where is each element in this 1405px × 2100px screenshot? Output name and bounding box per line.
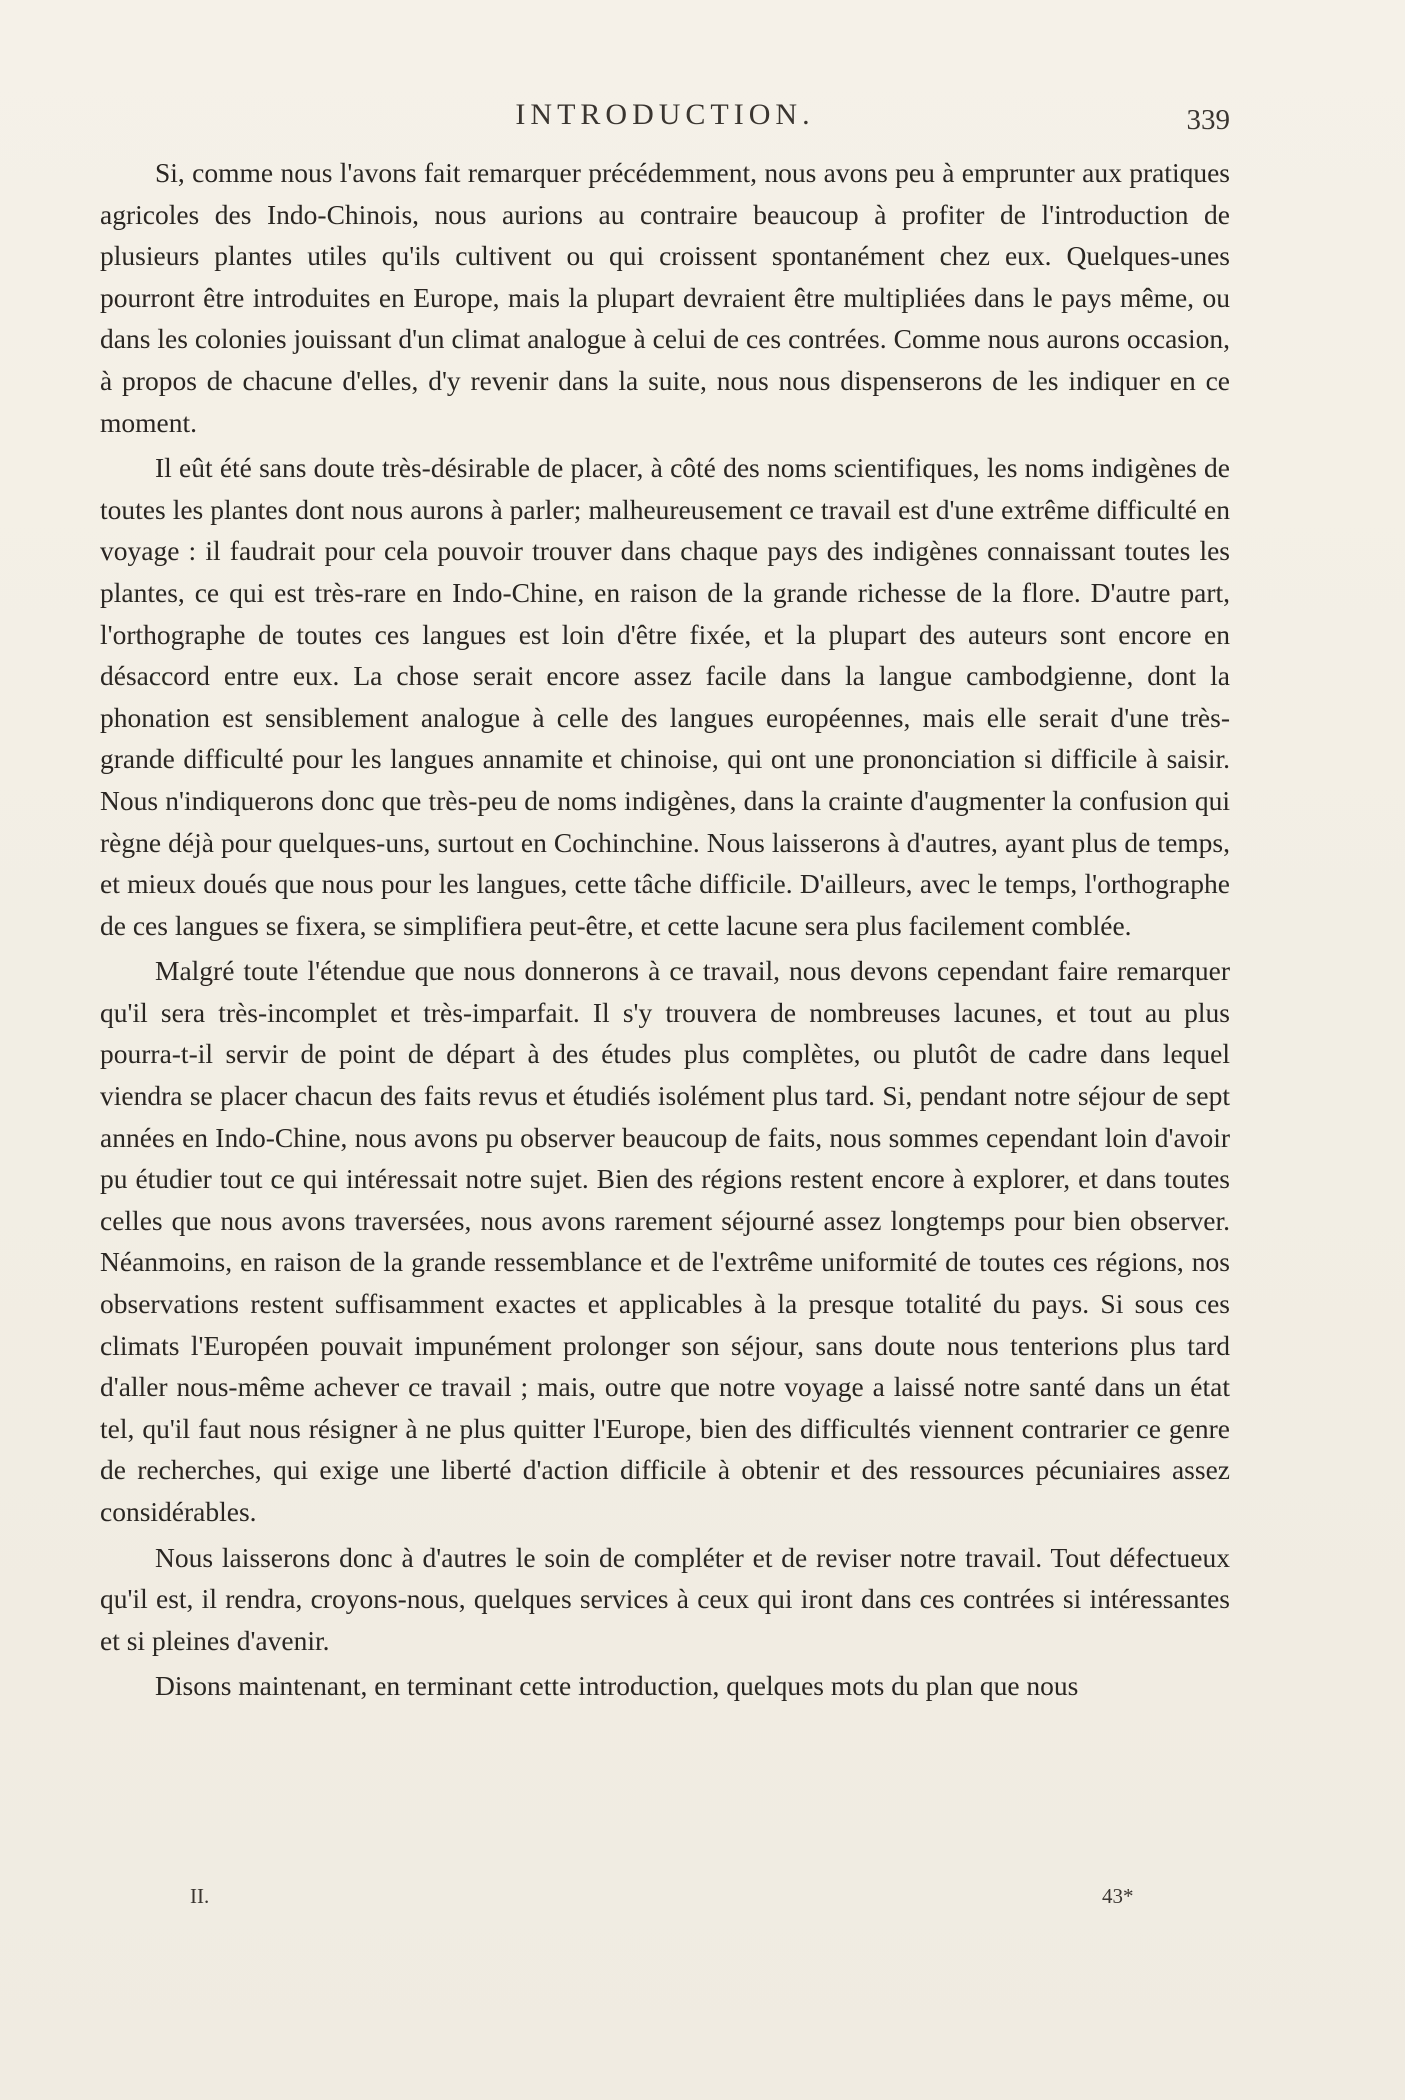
- page-number: 339: [1186, 104, 1230, 136]
- page-footer: [100, 1884, 1230, 1924]
- body-text: [100, 152, 1230, 1711]
- paragraph-3: Malgré toute l'étendue que nous donnerons à ce travail, nous devons cependant faire remarquer qu'il sera très-incomplet et très-imparfait. Il s'y trouvera de nombreuses lacunes, et tout au plus pourra-t-il servir de point de départ à des études plus complètes, ou plutôt de cadre dans lequel viendra se placer chacun des faits revus et étudiés isolément plus tard. Si, pendant notre séjour de sept années en Indo-Chine, nous avons pu observer beaucoup de faits, nous sommes cependant loin d'avoir pu étudier tout ce qui intéressait notre sujet. Bien des régions restent encore à explorer, et dans toutes celles que nous avons traversées, nous avons rarement séjourné assez longtemps pour bien observer. Néanmoins, en raison de la grande ressemblance et de l'extrême uniformité de toutes ces régions, nos observations restent suffisamment exactes et applicables à la presque totalité du pays. Si sous ces climats l'Européen pouvait impunément prolonger son séjour, sans doute nous tenterions plus tard d'aller nous-même achever ce travail ; mais, outre que notre voyage a laissé notre santé dans un état tel, qu'il faut nous résigner à ne plus quitter l'Europe, bien des difficultés viennent contrarier ce genre de recherches, qui exige une liberté d'action difficile à obtenir et des ressources pécuniaires assez considérables.: [100, 955, 1230, 1527]
- paragraph-4: Nous laisserons donc à d'autres le soin de compléter et de reviser notre travail. Tout défectueux qu'il est, il rendra, croyons-nous, quelques services à ceux qui iront dans ces contrées si intéressantes et si pleines d'avenir.: [100, 1541, 1230, 1656]
- page-header: [100, 98, 1230, 148]
- paragraph-1: Si, comme nous l'avons fait remarquer précédemment, nous avons peu à emprunter aux pratiques agricoles des Indo-Chinois, nous aurions au contraire beaucoup à profiter de l'introduction de plusieurs plantes utiles qu'ils cultivent ou qui croissent spontanément chez eux. Quelques-unes pourront être introduites en Europe, mais la plupart devraient être multipliées dans le pays même, ou dans les colonies jouissant d'un climat analogue à celui de ces contrées. Comme nous aurons occasion, à propos de chacune d'elles, d'y revenir dans la suite, nous nous dispenserons de les indiquer en ce moment.: [100, 157, 1230, 438]
- running-title: INTRODUCTION.: [515, 98, 815, 131]
- paragraph-2: Il eût été sans doute très-désirable de placer, à côté des noms scientifiques, les noms indigènes de toutes les plantes dont nous aurons à parler; malheureusement ce travail est d'une extrême difficulté en voyage : il faudrait pour cela pouvoir trouver dans chaque pays des indigènes connaissant toutes les plantes, ce qui est très-rare en Indo-Chine, en raison de la grande richesse de la flore. D'autre part, l'orthographe de toutes ces langues est loin d'être fixée, et la plupart des auteurs sont encore en désaccord entre eux. La chose serait encore assez facile dans la langue cambodgienne, dont la phonation est sensiblement analogue à celle des langues européennes, mais elle serait d'une très-grande difficulté pour les langues annamite et chinoise, qui ont une prononciation si difficile à saisir. Nous n'indiquerons donc que très-peu de noms indigènes, dans la crainte d'augmenter la confusion qui règne déjà pour quelques-uns, surtout en Cochinchine. Nous laisserons à d'autres, ayant plus de temps, et mieux doués que nous pour les langues, cette tâche difficile. D'ailleurs, avec le temps, l'orthographe de ces langues se fixera, se simplifiera peut-être, et cette lacune sera plus facilement comblée.: [100, 452, 1230, 941]
- volume-mark: II.: [190, 1884, 210, 1908]
- signature-mark: 43*: [1102, 1884, 1134, 1908]
- paragraph-5: Disons maintenant, en terminant cette introduction, quelques mots du plan que nous: [155, 1670, 1079, 1702]
